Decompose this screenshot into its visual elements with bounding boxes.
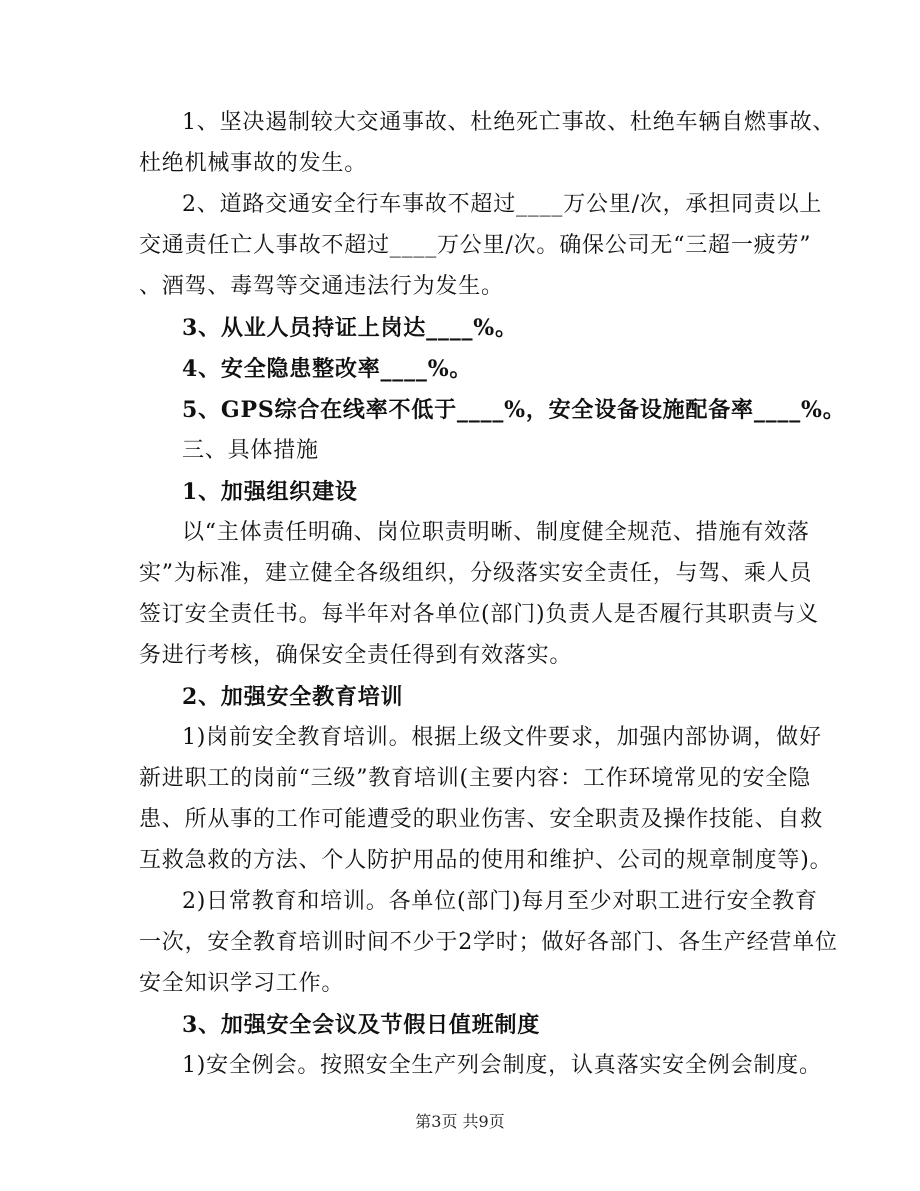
line-16: 1)岗前安全教育培训。根据上级文件要求，加强内部协调，做好 xyxy=(182,725,822,750)
line-18: 患、所从事的工作可能遭受的职业伤害、安全职责及操作技能、自救 xyxy=(139,807,824,832)
line-8: 5、GPS综合在线率不低于____%，安全设备设施配备率____%。 xyxy=(182,397,846,423)
line-11: 以“主体责任明确、岗位职责明晰、制度健全规范、措施有效落 xyxy=(182,520,810,545)
line-5: 、酒驾、毒驾等交通违法行为发生。 xyxy=(139,274,504,299)
line-17: 新进职工的岗前“三级”教育培训(主要内容：工作环境常见的安全隐 xyxy=(139,766,811,791)
line-6: 3、从业人员持证上岗达____%。 xyxy=(182,315,518,341)
line-24: 1)安全例会。按照安全生产列会制度，认真落实安全例会制度。 xyxy=(182,1053,822,1078)
line-22: 安全知识学习工作。 xyxy=(139,971,345,996)
line-2: 杜绝机械事故的发生。 xyxy=(139,151,368,176)
line-10: 1、加强组织建设 xyxy=(182,479,358,505)
line-9: 三、具体措施 xyxy=(182,438,319,463)
page-number-footer: 第3页 共9页 xyxy=(415,1112,505,1131)
line-15: 2、加强安全教育培训 xyxy=(182,684,404,710)
line-12: 实”为标准，建立健全各级组织，分级落实安全责任，与驾、乘人员 xyxy=(139,561,813,586)
line-21: 一次，安全教育培训时间不少于2学时；做好各部门、各生产经营单位 xyxy=(139,930,838,955)
line-20: 2)日常教育和培训。各单位(部门)每月至少对职工进行安全教育 xyxy=(182,889,818,914)
line-23: 3、加强安全会议及节假日值班制度 xyxy=(182,1012,541,1038)
line-14: 务进行考核，确保安全责任得到有效落实。 xyxy=(139,643,573,668)
line-19: 互救急救的方法、个人防护用品的使用和维护、公司的规章制度等)。 xyxy=(139,848,833,873)
line-4: 交通责任亡人事故不超过____万公里/次。确保公司无“三超一疲劳” xyxy=(139,233,812,258)
line-7: 4、安全隐患整改率____%。 xyxy=(182,356,473,382)
line-3: 2、道路交通安全行车事故不超过____万公里/次，承担同责以上 xyxy=(182,192,823,217)
line-1: 1、坚决遏制较大交通事故、杜绝死亡事故、杜绝车辆自燃事故、 xyxy=(182,110,836,135)
line-13: 签订安全责任书。每半年对各单位(部门)负责人是否履行其职责与义 xyxy=(139,602,819,627)
